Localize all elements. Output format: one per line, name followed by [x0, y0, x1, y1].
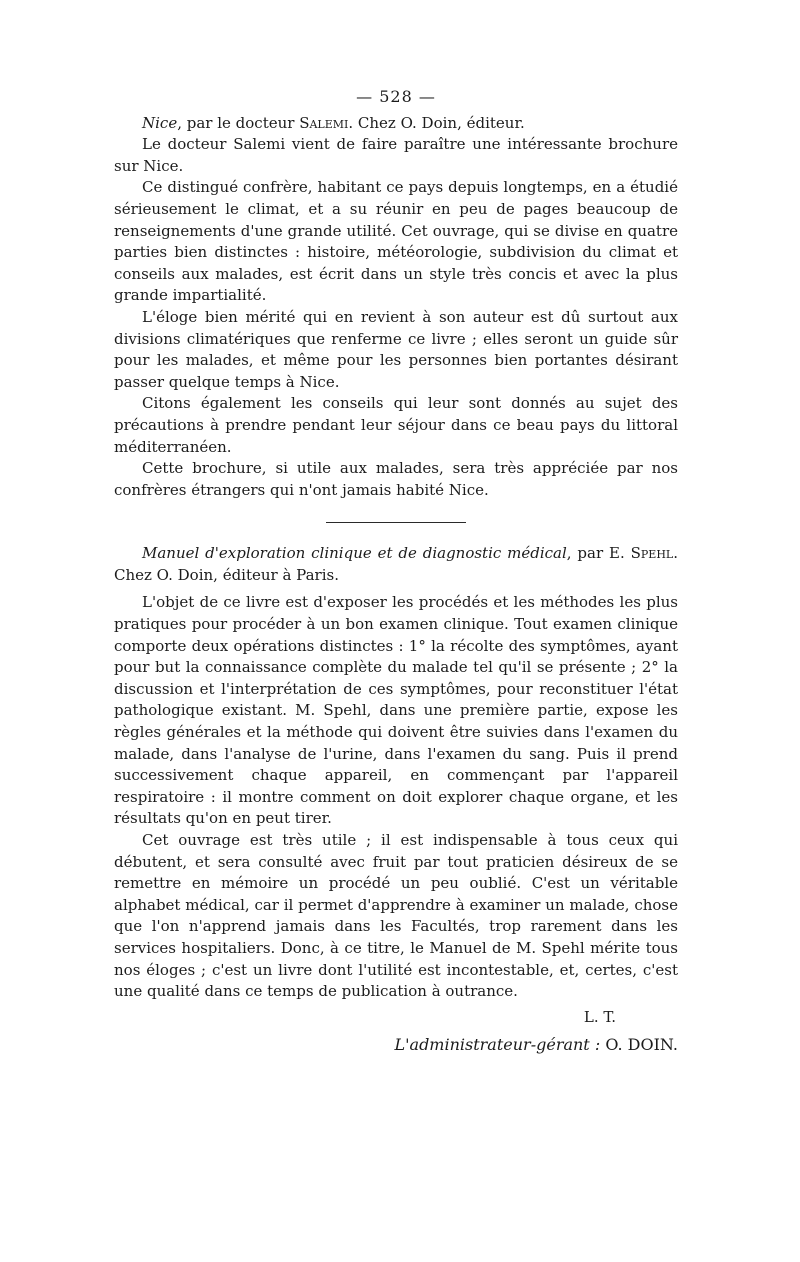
review-heading-nice	[114, 113, 678, 135]
review-paragraph: L'éloge bien mérité qui en revient à son auteur est dû surtout aux divisions climatériques que renferme ce livre ; elles seront un guide sûr pour les malades, et même pour les personnes bien portantes désirant passer quelque temps à Nice.	[114, 307, 678, 391]
author-name: Spehl	[630, 544, 674, 563]
reviewer-signature: L. T.	[583, 1007, 616, 1026]
review-heading-manuel	[114, 543, 678, 586]
review-paragraph: Cet ouvrage est très utile ; il est indispensable à tous ceux qui débutent, et sera consulté avec fruit par tout praticien désireux de se remettre en mémoire un procédé un peu oublié. C'est un véritable alphabet médical, car il permet d'apprendre à examiner un malade, chose que l'on n'apprend jamais dans les Facultés, trop rarement dans les services hospitaliers. Donc, à ce titre, le Manuel de M. Spehl mérite tous nos éloges ; c'est un livre dont l'utilité est incontestable, et, certes, c'est une qualité dans ce temps de publication à outrance.	[114, 831, 678, 1001]
review-paragraph: Ce distingué confrère, habitant ce pays depuis longtemps, en a étudié sérieusement le climat, et a su réunir en peu de pages beaucoup de renseignements d'une grande utilité. Cet ouvrage, qui se divise en quatre parties bien distinctes : histoire, météorologie, subdivision du climat et conseils aux malades, est écrit dans un style très concis et avec la plus grande impartialité.	[114, 178, 678, 305]
review-paragraph: Le docteur Salemi vient de faire paraître une intéressante brochure sur Nice.	[114, 135, 678, 175]
footer-name: O. DOIN.	[605, 1035, 678, 1055]
publisher-info: . Chez O. Doin, éditeur.	[348, 113, 525, 132]
author-prefix: , par le docteur	[177, 113, 300, 132]
author-name: Salemi	[299, 113, 349, 132]
book-title: Nice	[142, 113, 178, 132]
publication-footer	[114, 1034, 678, 1056]
review-paragraph: L'objet de ce livre est d'exposer les procédés et les méthodes les plus pratiques pour procéder à un bon examen clinique. Tout examen clinique comporte deux opérations distinctes : 1° la récolte des symptômes, ayant pour but la connaissance complète du malade tel qu'il se présente ; 2° la discussion et l'interprétation de ces symptômes, pour reconstituer l'état pathologique existant. M. Spehl, dans une première partie, expose les règles générales et la méthode qui doivent être suivies dans l'examen du malade, dans l'analyse de l'urine, dans l'examen du sang. Puis il prend successivement chaque appareil, en commençant par l'appareil respiratoire : il montre comment on doit explorer chaque organe, et les résultats qu'on en peut tirer.	[114, 593, 678, 828]
section-divider	[326, 522, 466, 523]
footer-role: L'administrateur-gérant :	[394, 1035, 601, 1055]
book-title: Manuel d'exploration clinique et de diagnostic médical	[142, 544, 567, 563]
review-paragraph: Citons également les conseils qui leur sont donnés au sujet des précautions à prendre pendant leur séjour dans ce beau pays du littoral méditerranéen.	[114, 394, 678, 456]
review-paragraph: Cette brochure, si utile aux malades, sera très appréciée par nos confrères étrangers qui n'ont jamais habité Nice.	[114, 459, 678, 499]
page-number: — 528 —	[356, 87, 436, 106]
page	[114, 86, 678, 1056]
author-prefix: , par E.	[566, 544, 631, 563]
publisher-info: . Chez O. Doin, éditeur à Paris.	[114, 544, 678, 584]
